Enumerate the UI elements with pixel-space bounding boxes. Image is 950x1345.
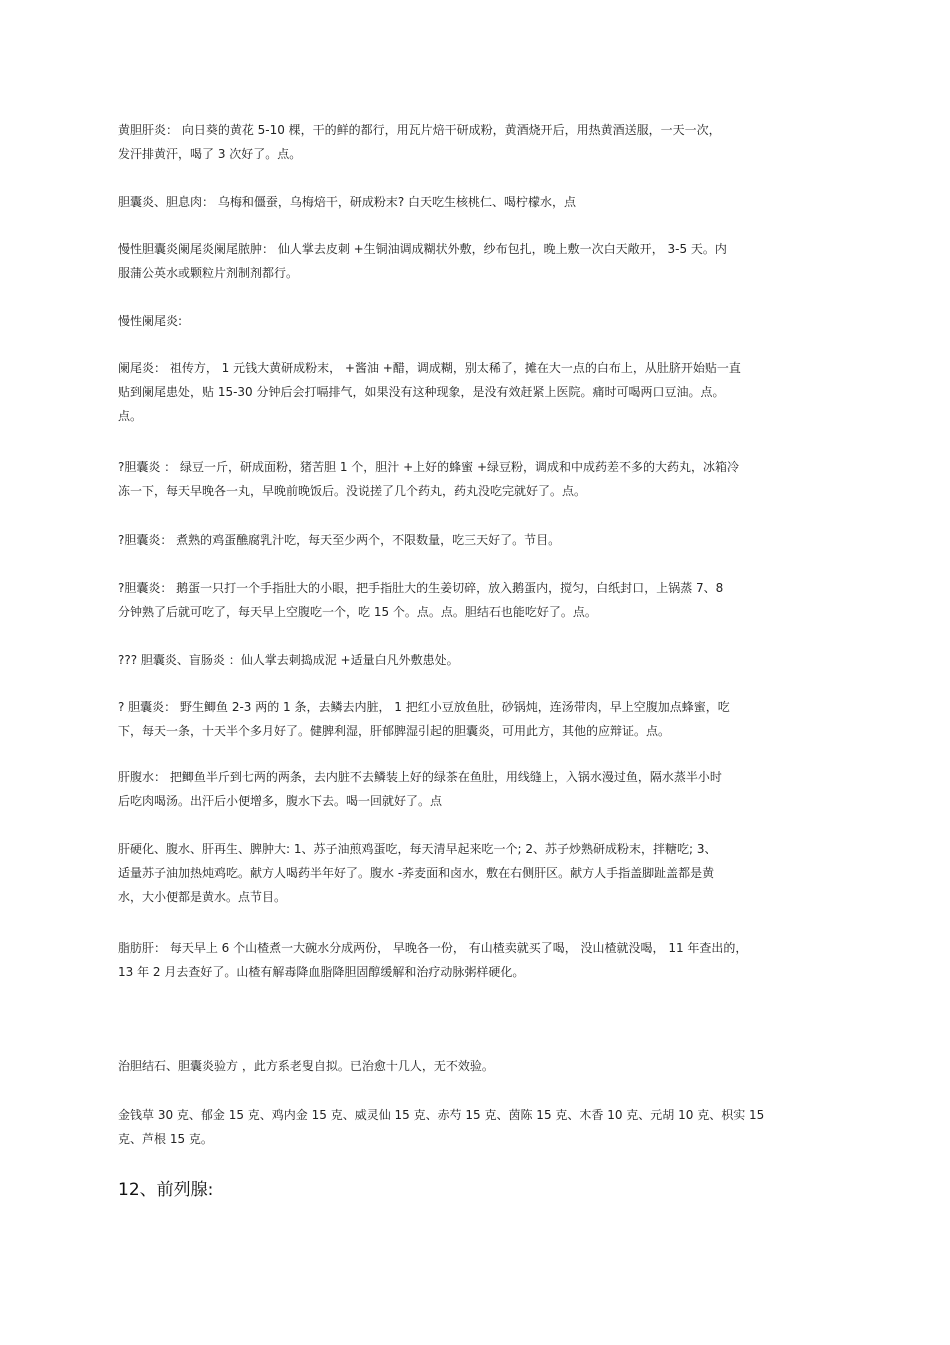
- text-line: 克、芦根 15 克。: [118, 1132, 213, 1146]
- text-line: ?胆囊炎： 煮熟的鸡蛋醮腐乳汁吃，每天至少两个，不限数量，吃三天好了。节目。: [118, 533, 561, 547]
- paragraph-cholecystitis-polyp: [118, 190, 838, 214]
- text-line: 服蒲公英水或颗粒片剂制剂都行。: [118, 266, 299, 280]
- text-line: 胆囊炎、胆息肉： 乌梅和僵蚕，乌梅焙干，研成粉末? 白天吃生核桃仁、喝柠檬水，点: [118, 195, 577, 209]
- text-line: 发汗排黄汗，喝了 3 次好了。点。: [118, 147, 302, 161]
- text-line: 金钱草 30 克、郁金 15 克、鸡内金 15 克、威灵仙 15 克、赤芍 15 克、茵陈 15 克、木香 10 克、元胡 10 克、枳实 15: [118, 1108, 765, 1122]
- text-line: 分钟熟了后就可吃了，每天早上空腹吃一个，吃 15 个。点。点。胆结石也能吃好了。点。: [118, 605, 597, 619]
- text-line: ??? 胆囊炎、盲肠炎 ：仙人掌去刺捣成泥 +适量白凡外敷患处。: [118, 653, 459, 667]
- text-line: 慢性胆囊炎阑尾炎阑尾脓肿： 仙人掌去皮刺 +生铜油调成糊状外敷，纱布包扎，晚上敷一次白天敞开， 3-5 天。内: [118, 242, 727, 256]
- paragraph-cirrhosis: [118, 837, 838, 909]
- section-heading: 12、前列腺:: [118, 1180, 214, 1200]
- text-line: ?胆囊炎 ： 绿豆一斤，研成面粉，猪苦胆 1 个，胆汁 +上好的蜂蜜 +绿豆粉，调成和中成药差不多的大药丸，冰箱冷: [118, 460, 740, 474]
- paragraph-chronic-appendicitis-title: [118, 309, 838, 333]
- text-line: 冻一下，每天早晚各一丸，早晚前晚饭后。没说搓了几个药丸，药丸没吃完就好了。点。: [118, 484, 587, 498]
- text-line: 慢性阑尾炎:: [118, 314, 183, 328]
- paragraph-fatty-liver: [118, 936, 838, 984]
- text-line: 适量苏子油加热炖鸡吃。献方人喝药半年好了。腹水 -荞麦面和卤水，敷在右侧肝区。献方人手指盖脚趾盖都是黄: [118, 866, 715, 880]
- text-line: 肝腹水： 把鲫鱼半斤到七两的两条，去内脏不去鳞装上好的绿茶在鱼肚，用线缝上，入锅水漫过鱼，隔水蒸半小时: [118, 770, 722, 784]
- text-line: ?胆囊炎： 鹅蛋一只打一个手指肚大的小眼，把手指肚大的生姜切碎，放入鹅蛋内，搅匀，白纸封口，上锅蒸 7、8: [118, 581, 724, 595]
- paragraph-gallstone-remedy-title: [118, 1054, 838, 1078]
- paragraph-cholecystitis-mung-bean: [118, 455, 838, 503]
- text-line: ? 胆囊炎： 野生鲫鱼 2-3 两的 1 条，去鳞去内脏， 1 把红小豆放鱼肚，砂锅炖，连汤带肉，早上空腹加点蜂蜜，吃: [118, 700, 730, 714]
- paragraph-chronic-cholecystitis-appendicitis: [118, 237, 838, 285]
- text-line: 13 年 2 月去查好了。山楂有解毒降血脂降胆固醇缓解和治疗动脉粥样硬化。: [118, 965, 525, 979]
- text-line: 贴到阑尾患处，贴 15-30 分钟后会打嗝排气，如果没有这种现象，是没有效赶紧上医院。痛时可喝两口豆油。点。: [118, 385, 725, 399]
- paragraph-cholecystitis-egg: [118, 528, 838, 552]
- text-line: 下，每天一条，十天半个多月好了。健脾利湿，肝郁脾湿引起的胆囊炎，可用此方，其他的应辩证。点。: [118, 724, 671, 738]
- paragraph-liver-ascites: [118, 765, 838, 813]
- text-line: 阑尾炎： 祖传方， 1 元钱大黄研成粉末， +酱油 +醋，调成糊，别太稀了，摊在大一点的白布上，从肚脐开始贴一直: [118, 361, 741, 375]
- paragraph-appendicitis: [118, 356, 838, 428]
- paragraph-cholecystitis-goose-egg: [118, 576, 838, 624]
- text-line: 水，大小便都是黄水。点节目。: [118, 890, 287, 904]
- paragraph-gallstone-ingredients: [118, 1103, 838, 1151]
- text-line: 脂肪肝： 每天早上 6 个山楂煮一大碗水分成两份， 早晚各一份， 有山楂卖就买了喝， 没山楂就没喝， 11 年查出的，: [118, 941, 748, 955]
- text-line: 后吃肉喝汤。出汗后小便增多，腹水下去。喝一回就好了。点: [118, 794, 443, 808]
- text-line: 黄胆肝炎： 向日葵的黄花 5-10 棵，干的鲜的都行，用瓦片焙干研成粉，黄酒烧开后，用热黄酒送服，一天一次，: [118, 123, 721, 137]
- text-line: 肝硬化、腹水、肝再生、脾肿大: 1、苏子油煎鸡蛋吃，每天清早起来吃一个; 2、苏子炒熟研成粉末，拌糖吃; 3、: [118, 842, 717, 856]
- text-line: 治胆结石、胆囊炎验方 ，此方系老叟自拟。已治愈十几人，无不效验。: [118, 1059, 494, 1073]
- text-line: 点。: [118, 409, 143, 423]
- paragraph-cholecystitis-crucian: [118, 695, 838, 743]
- paragraph-cholecystitis-cactus: [118, 648, 838, 672]
- paragraph-jaundice-hepatitis: [118, 118, 838, 166]
